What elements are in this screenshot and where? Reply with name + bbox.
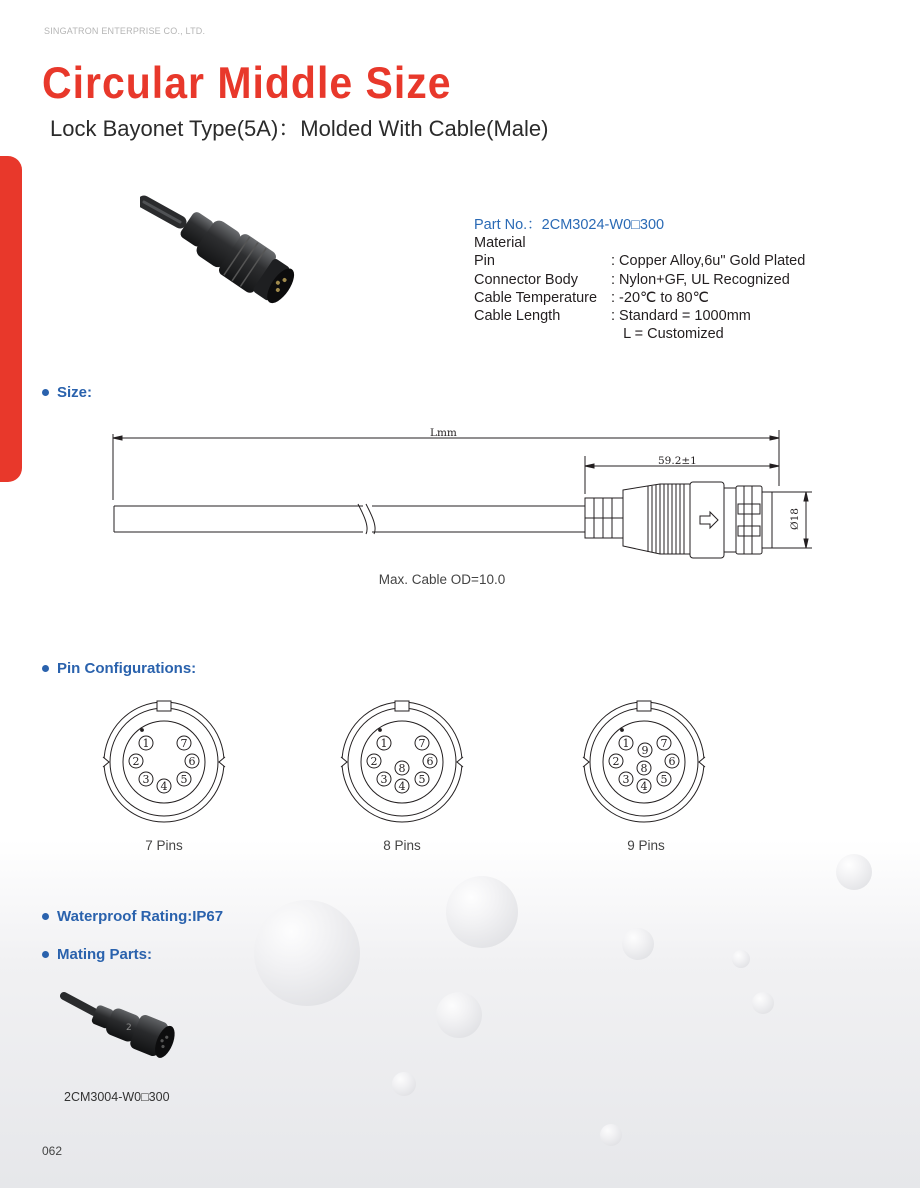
- decorative-bubble: [600, 1124, 622, 1146]
- spec-row: [474, 307, 805, 325]
- pin-number: 7: [418, 737, 426, 750]
- pin-number: 8: [640, 762, 648, 775]
- section-size: [42, 384, 92, 401]
- section-pin-config: [42, 660, 196, 677]
- pin-number: 5: [180, 773, 188, 786]
- pin-number: 4: [398, 780, 406, 793]
- decorative-bubble: [732, 950, 750, 968]
- spec-label: Cable Length: [474, 308, 561, 325]
- length-label: Lmm: [430, 427, 457, 439]
- section-waterproof: [42, 908, 223, 925]
- decorative-bubble: [622, 928, 654, 960]
- page-title: Circular Middle Size: [42, 58, 452, 108]
- pin-number: 4: [640, 780, 648, 793]
- pin-number: 8: [398, 762, 406, 775]
- decorative-bubble: [446, 876, 518, 948]
- pin-caption: 8 Pins: [383, 838, 421, 853]
- spec-value: : Copper Alloy,6u" Gold Plated: [611, 253, 806, 270]
- section-waterproof-label: Waterproof Rating:IP67: [57, 908, 224, 925]
- company-name: SINGATRON ENTERPRISE CO., LTD.: [44, 26, 206, 36]
- spec-label: Connector Body: [474, 271, 578, 288]
- pin-number: 3: [380, 773, 388, 786]
- decorative-bubble: [436, 992, 482, 1038]
- connector-photo: [140, 186, 316, 320]
- spec-list: [474, 216, 805, 343]
- spec-row: [474, 252, 805, 270]
- spec-value: : Nylon+GF, UL Recognized: [611, 271, 790, 288]
- bullet-icon: [42, 389, 49, 396]
- bullet-icon: [42, 665, 49, 672]
- decorative-bubble: [392, 1072, 416, 1096]
- spec-label: Cable Temperature: [474, 289, 598, 306]
- pin-face-9: [580, 698, 708, 826]
- pin-number: 7: [660, 737, 668, 750]
- pin-number: 2: [370, 755, 378, 768]
- pin-number: 5: [418, 773, 426, 786]
- mating-part-mark: 2: [126, 1023, 132, 1033]
- tolerance-label: 59.2±1: [658, 455, 697, 467]
- page-number: 062: [42, 1144, 63, 1158]
- pin-caption: 9 Pins: [627, 838, 665, 853]
- side-tab: [0, 156, 22, 482]
- pin-number: 6: [668, 755, 676, 768]
- spec-row: [474, 325, 805, 343]
- spec-value: : Standard = 1000mm: [611, 308, 751, 325]
- mating-part-number: 2CM3004-W0□300: [64, 1090, 170, 1104]
- pin-face-8: [338, 698, 466, 826]
- spec-material-heading: Material: [474, 235, 526, 252]
- pin-number: 7: [180, 737, 188, 750]
- section-mating: [42, 946, 152, 963]
- decorative-bubble: [254, 900, 360, 1006]
- diameter-label: Ø18: [789, 508, 801, 530]
- bullet-icon: [42, 913, 49, 920]
- mating-part-photo: [60, 990, 190, 1074]
- decorative-bubble: [836, 854, 872, 890]
- spec-label: [474, 325, 611, 343]
- decorative-bubble: [752, 992, 774, 1014]
- pin-number: 1: [142, 737, 150, 750]
- spec-label: Pin: [474, 253, 495, 270]
- spec-value: : -20℃ to 80℃: [611, 289, 709, 306]
- pin-number: 3: [622, 773, 630, 786]
- pin-number: 9: [641, 744, 649, 757]
- page-subtitle: Lock Bayonet Type(5A)：Molded With Cable(Male): [50, 116, 549, 141]
- pin-number: 6: [426, 755, 434, 768]
- pin-number: 1: [380, 737, 388, 750]
- pin-number: 4: [160, 780, 168, 793]
- pin-number: 3: [142, 773, 150, 786]
- spec-value: L = Customized: [611, 326, 724, 343]
- pin-number: 5: [660, 773, 668, 786]
- spec-row: [474, 289, 805, 307]
- section-pin-config-label: Pin Configurations:: [57, 660, 197, 677]
- pin-number: 6: [188, 755, 196, 768]
- spec-row: [474, 271, 805, 289]
- dimension-drawing: [100, 420, 820, 560]
- section-mating-label: Mating Parts:: [57, 946, 153, 963]
- section-size-label: Size:: [57, 384, 93, 401]
- bullet-icon: [42, 951, 49, 958]
- cable-od-caption: Max. Cable OD=10.0: [378, 572, 506, 587]
- pin-number: 2: [132, 755, 140, 768]
- pin-number: 1: [622, 737, 630, 750]
- part-number: Part No.：2CM3024-W0□300: [474, 217, 665, 233]
- pin-caption: 7 Pins: [145, 838, 183, 853]
- pin-number: 2: [612, 755, 620, 768]
- pin-face-7: [100, 698, 228, 826]
